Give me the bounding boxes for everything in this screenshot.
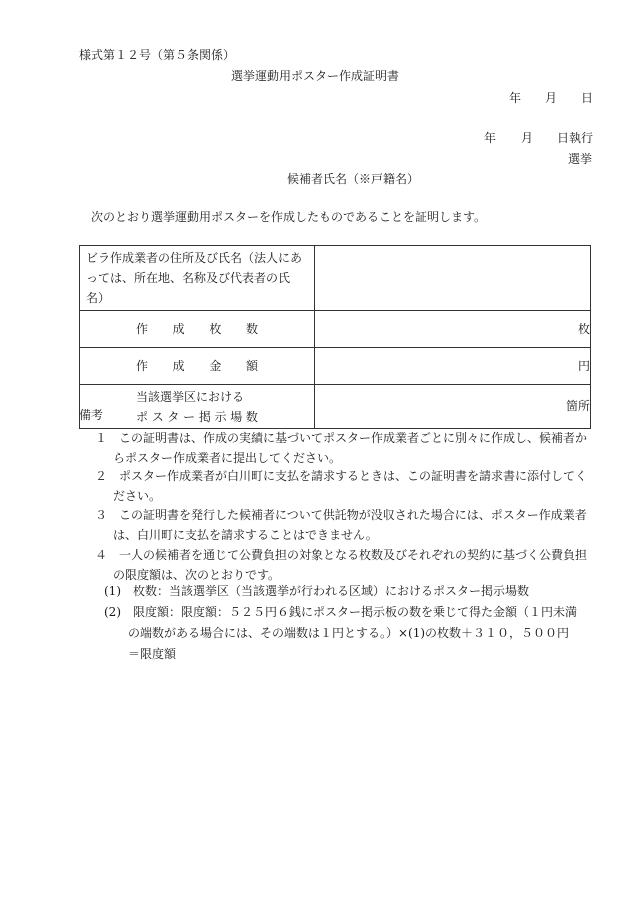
form-number: 様式第１２号（第５条関係） xyxy=(79,48,236,62)
quantity-char: 成 xyxy=(172,321,185,336)
poster-sites-label-line1: 当該選挙区における xyxy=(136,389,245,404)
table-row xyxy=(80,246,591,311)
quantity-char: 作 xyxy=(136,321,149,336)
note-item-2 xyxy=(95,466,595,506)
declaration-text: 次のとおり選挙運動用ポスターを作成したものであることを証明します。 xyxy=(91,210,487,224)
note-sub-2-line1: (2) 限度額：限度額：５２５円６銭にポスター掲示板の数を乗じて得た金額（１円未満 xyxy=(104,605,578,619)
note-text: ４ 一人の候補者を通じて公費負担の対象となる枚数及びそれぞれの契約に基づく公費負担の限度額は、次のとおりです。 xyxy=(95,548,588,582)
election-day-label: 日執行 xyxy=(557,131,594,145)
amount-char: 額 xyxy=(245,358,258,373)
amount-label-cell xyxy=(80,348,315,385)
quantity-label-cell xyxy=(80,311,315,348)
amount-char: 成 xyxy=(172,358,185,373)
sites-char: 場 xyxy=(230,409,243,424)
amount-unit: 円 xyxy=(315,348,591,385)
sites-char: 掲 xyxy=(198,409,211,424)
table-row xyxy=(80,348,591,385)
certificate-table xyxy=(79,245,591,429)
document-title: 選挙運動用ポスター作成証明書 xyxy=(230,69,399,83)
election-year-label: 年 xyxy=(484,131,497,145)
poster-sites-unit: 箇所 xyxy=(315,385,591,429)
contractor-value-cell xyxy=(315,246,591,311)
note-sub-2-line3: ＝限度額 xyxy=(128,647,177,661)
note-item-3 xyxy=(95,505,595,545)
note-item-1 xyxy=(95,428,595,468)
quantity-label xyxy=(80,322,314,336)
note-text: ３ この証明書を発行した候補者について供託物が没収された場合には、ポスター作成業者は、白川町に支払を請求することはできません。 xyxy=(95,508,587,542)
sites-char: タ xyxy=(167,409,180,424)
sites-char: ス xyxy=(151,409,164,424)
notes-heading: 備考 xyxy=(79,408,104,422)
sites-char: ポ xyxy=(136,409,149,424)
sites-char: ー xyxy=(183,409,196,424)
amount-label xyxy=(80,359,314,373)
sites-char: 示 xyxy=(214,409,227,424)
amount-char: 作 xyxy=(136,358,149,373)
election-label: 選挙 xyxy=(568,152,593,166)
candidate-name-label: 候補者氏名（※戸籍名） xyxy=(287,172,420,186)
date-day-label: 日 xyxy=(581,91,594,105)
election-month-label: 月 xyxy=(521,131,534,145)
note-sub-2-line2: の端数がある場合には、その端数は１円とする。）×(1)の枚数＋３１０，５００円 xyxy=(128,626,570,640)
quantity-char: 枚 xyxy=(209,321,222,336)
quantity-unit: 枚 xyxy=(315,311,591,348)
date-month-label: 月 xyxy=(545,91,558,105)
amount-char: 金 xyxy=(209,358,222,373)
table-row xyxy=(80,311,591,348)
note-item-4 xyxy=(95,545,595,585)
note-sub-1: (1) 枚数：当該選挙区（当該選挙が行われる区域）におけるポスター掲示場数 xyxy=(104,584,530,598)
quantity-char: 数 xyxy=(245,321,258,336)
note-text: １ この証明書は、作成の実績に基づいてポスター作成業者ごとに別々に作成し、候補者からポスター作成業者に提出してください。 xyxy=(95,431,588,465)
date-year-label: 年 xyxy=(509,91,522,105)
contractor-label: ビラ作成業者の住所及び氏名（法人にあっては、所在地、名称及び代表者の氏名） xyxy=(86,251,303,305)
contractor-label-cell xyxy=(80,246,315,311)
note-text: ２ ポスター作成業者が白川町に支払を請求するときは、この証明書を請求書に添付してください。 xyxy=(95,469,588,503)
sites-char: 数 xyxy=(245,409,258,424)
